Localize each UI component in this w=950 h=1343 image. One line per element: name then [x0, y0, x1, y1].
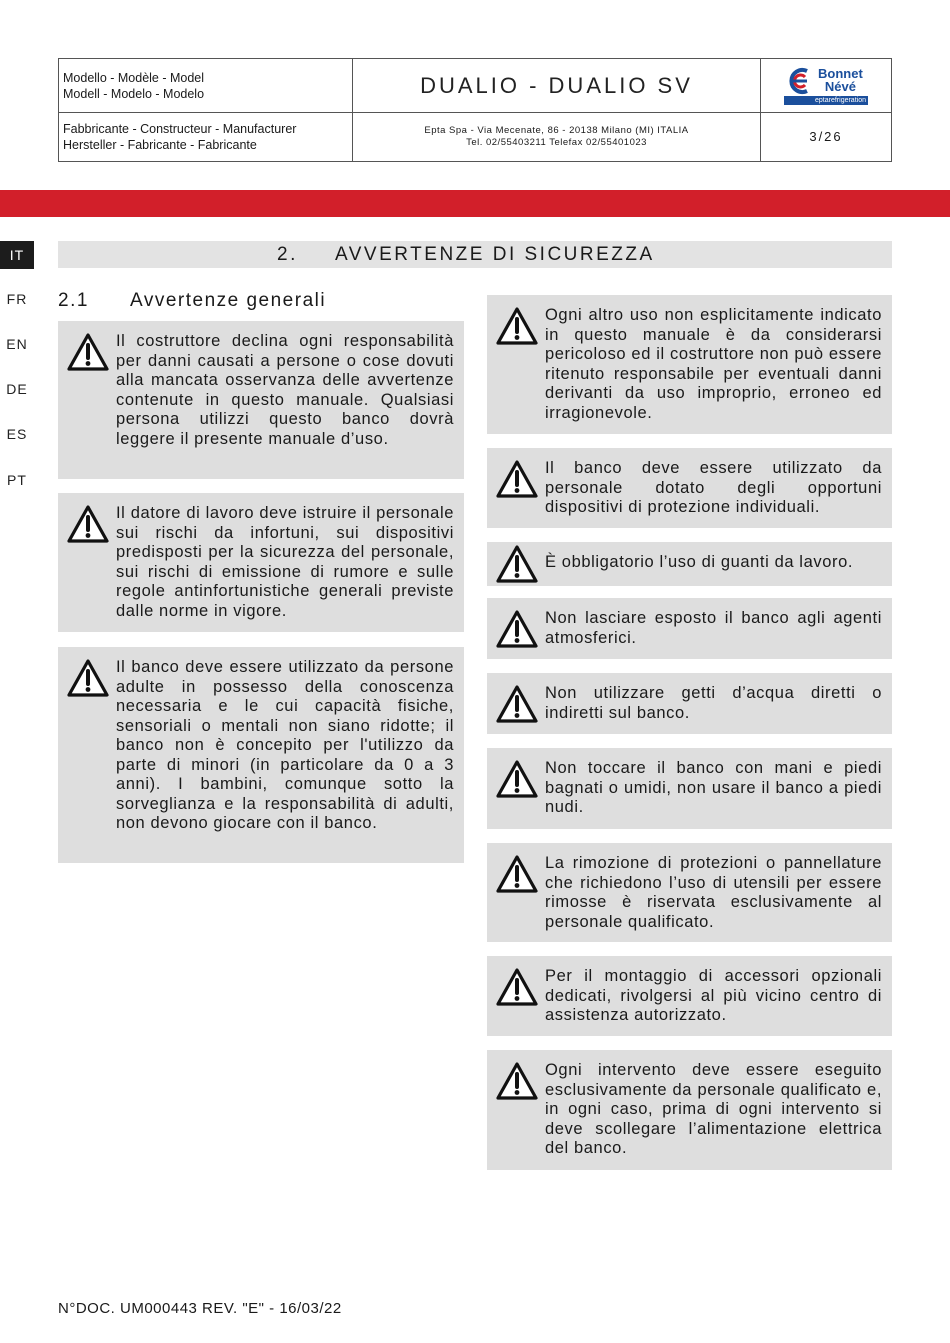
warning-box: [487, 956, 892, 1036]
model-label-line-1: Modello - Modèle - Model: [63, 71, 205, 85]
logo-line-1: Bonnet: [818, 66, 863, 81]
warning-text: Per il montaggio di accessori opzionali dedicati, rivolgersi al più vicino centro di assistenza autorizzato.: [545, 967, 882, 1024]
section-title-bar: [58, 241, 892, 268]
warning-box: [487, 843, 892, 942]
warning-text: La rimozione di protezioni o pannellature che richiedono l’uso di utensili per essere rimosse è riservata esclusivamente al personale qualificato.: [545, 854, 882, 931]
warning-box: [487, 1050, 892, 1170]
warning-box: [58, 321, 464, 479]
model-value: DUALIO - DUALIO SV: [420, 73, 693, 98]
language-tab-de[interactable]: DE: [6, 381, 28, 397]
warning-text: Ogni altro uso non esplicitamente indicato in questo manuale è da considerarsi pericoloso ed il costruttore non può essere ritenuto responsabile per eventuali danni derivanti da uso improprio, erroneo ed irragionevole.: [545, 306, 882, 422]
maker-address-line-2: Tel. 02/55403211 Telefax 02/55401023: [466, 137, 647, 148]
warning-text: Il datore di lavoro deve istruire il personale sui rischi da infortuni, sui dispositivi predisposti per la sicurezza del personale, sui rischi di emissione di rumore e sulle regole antinfortunistiche generali previste dalle norme in vigore.: [116, 504, 454, 620]
red-divider-bar: [0, 190, 950, 217]
warning-triangle-icon: [495, 459, 539, 499]
warning-triangle-icon: [66, 658, 110, 698]
maker-label: [59, 112, 353, 162]
warning-box: [487, 542, 892, 586]
language-tab-en[interactable]: EN: [6, 336, 28, 352]
header-row-model: [59, 59, 891, 113]
maker-label-line-2: Hersteller - Fabricante - Fabricante: [63, 138, 257, 152]
warning-triangle-icon: [495, 306, 539, 346]
model-label-line-2: Modell - Modelo - Modelo: [63, 87, 205, 101]
maker-address-line-1: Epta Spa - Via Mecenate, 86 - 20138 Milano (MI) ITALIA: [424, 125, 689, 136]
logo-subtitle: eptarefrigeration: [784, 96, 868, 105]
warning-triangle-icon: [66, 332, 110, 372]
section-title: AVVERTENZE DI SICUREZZA: [335, 244, 655, 265]
logo-mark-icon: [783, 66, 817, 96]
warning-triangle-icon: [495, 609, 539, 649]
language-tab-fr[interactable]: FR: [6, 291, 28, 307]
warning-box: [487, 673, 892, 734]
warning-triangle-icon: [495, 544, 539, 584]
logo-cell: [761, 59, 891, 112]
language-tab-es[interactable]: ES: [6, 426, 28, 442]
warning-text: Non lasciare esposto il banco agli agenti atmosferici.: [545, 609, 882, 647]
warning-text: Non utilizzare getti d’acqua diretti o indiretti sul banco.: [545, 684, 882, 722]
language-tab-pt[interactable]: PT: [7, 472, 27, 488]
model-label: [59, 59, 353, 112]
page-number-cell: [761, 112, 891, 162]
warning-box: [58, 493, 464, 632]
document-header: [58, 58, 892, 162]
document-number-footer: N°DOC. UM000443 REV. "E" - 16/03/22: [58, 1300, 342, 1317]
warning-text: Non toccare il banco con mani e piedi bagnati o umidi, non usare il banco a piedi nudi.: [545, 759, 882, 816]
logo-line-2: Névé: [824, 79, 856, 94]
header-row-maker: [59, 112, 891, 162]
warning-box: [487, 295, 892, 434]
warning-box: [487, 598, 892, 659]
warning-box: [58, 647, 464, 863]
subsection-number: 2.1: [58, 290, 89, 311]
warning-triangle-icon: [495, 1061, 539, 1101]
warning-triangle-icon: [495, 854, 539, 894]
warning-triangle-icon: [66, 504, 110, 544]
warning-triangle-icon: [495, 684, 539, 724]
maker-label-line-1: Fabbricante - Constructeur - Manufacturer: [63, 122, 297, 136]
model-value-cell: [353, 59, 761, 112]
warning-triangle-icon: [495, 967, 539, 1007]
warning-box: [487, 448, 892, 528]
warning-triangle-icon: [495, 759, 539, 799]
warning-text: Il banco deve essere utilizzato da persone adulte in possesso della conoscenza necessaria e le cui capacità fisiche, sensoriali o mentali non siano ridotte; il banco non è concepito per l'utilizzo da parte di minori (in particolare da 0 a 3 anni). I bambini, comunque sotto la sorveglianza e la responsabilità di adulti, non devono giocare con il banco.: [116, 658, 454, 832]
warning-text: Ogni intervento deve essere eseguito esclusivamente da personale qualificato e, in ogni caso, prima di ogni intervento si deve scollegare l’alimentazione elettrica del banco.: [545, 1061, 882, 1157]
maker-address-cell: [353, 112, 761, 162]
page-number: 3/26: [809, 129, 843, 144]
logo-wordmark: [818, 67, 863, 93]
warning-text: Il banco deve essere utilizzato da personale dotato degli opportuni dispositivi di protezione individuali.: [545, 459, 882, 516]
warning-text: Il costruttore declina ogni responsabilità per danni causati a persone o cose dovuti alla mancata osservanza delle avvertenze contenute in questo manuale. Qualsiasi persona utilizzi questo banco dovrà leggere il presente manuale d’uso.: [116, 332, 454, 448]
warning-text: È obbligatorio l’uso di guanti da lavoro.: [545, 553, 854, 571]
language-tab-it[interactable]: IT: [0, 241, 34, 269]
maker-address: [353, 112, 760, 149]
subsection-title: Avvertenze generali: [130, 290, 327, 311]
section-number: 2.: [277, 244, 298, 265]
warning-box: [487, 748, 892, 829]
bonnet-neve-logo: [783, 65, 873, 105]
